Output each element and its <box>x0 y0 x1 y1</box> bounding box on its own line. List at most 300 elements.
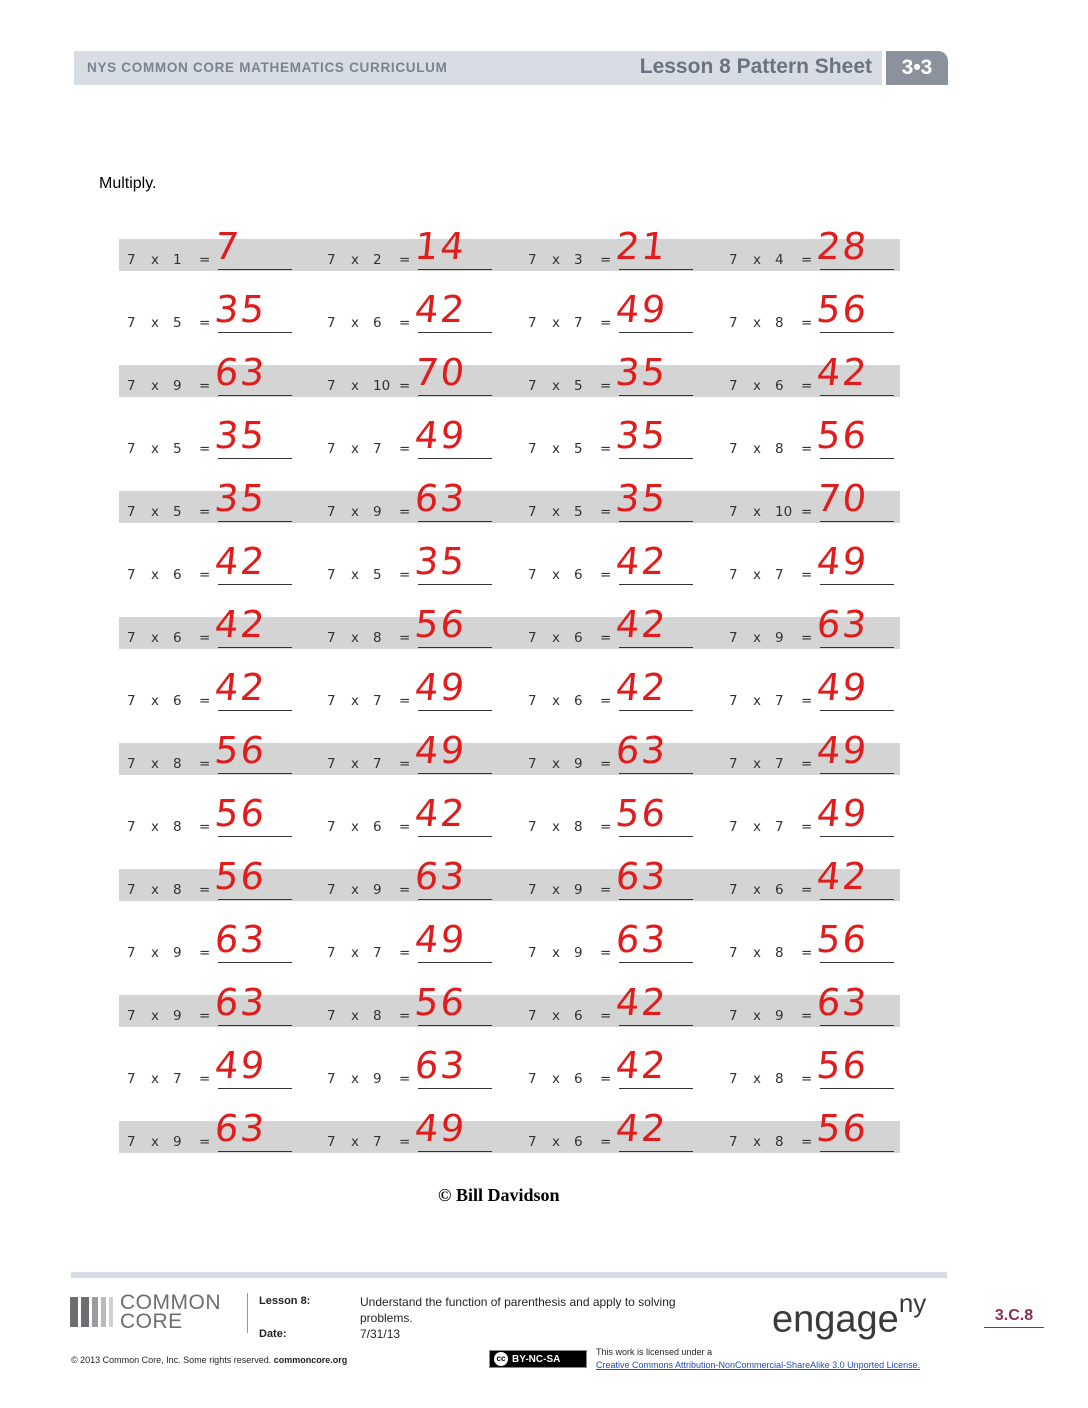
times-sign: x <box>351 252 359 268</box>
factor-a: 7 <box>127 756 136 772</box>
answer-blank[interactable] <box>820 710 894 711</box>
times-sign: x <box>552 441 560 457</box>
handwritten-answer: 56 <box>412 981 469 1024</box>
factor-a: 7 <box>127 819 136 835</box>
times-sign: x <box>151 882 159 898</box>
answer-blank[interactable] <box>218 1025 292 1026</box>
factor-b: 5 <box>173 504 182 520</box>
times-sign: x <box>351 315 359 331</box>
answer-blank[interactable] <box>218 710 292 711</box>
answer-blank[interactable] <box>218 899 292 900</box>
factor-a: 7 <box>327 630 336 646</box>
handwritten-answer: 42 <box>613 1044 670 1087</box>
handwritten-answer: 42 <box>212 666 269 709</box>
answer-blank[interactable] <box>418 962 492 963</box>
factor-a: 7 <box>327 756 336 772</box>
times-sign: x <box>151 378 159 394</box>
answer-blank[interactable] <box>218 269 292 270</box>
answer-blank[interactable] <box>820 332 894 333</box>
answer-blank[interactable] <box>418 458 492 459</box>
factor-a: 7 <box>729 693 738 709</box>
times-sign: x <box>753 945 761 961</box>
times-sign: x <box>151 252 159 268</box>
factor-a: 7 <box>127 504 136 520</box>
answer-blank[interactable] <box>218 647 292 648</box>
answer-blank[interactable] <box>619 962 693 963</box>
answer-blank[interactable] <box>820 1151 894 1152</box>
times-sign: x <box>753 756 761 772</box>
times-sign: x <box>351 819 359 835</box>
times-sign: x <box>552 630 560 646</box>
factor-b: 9 <box>373 1071 382 1087</box>
answer-blank[interactable] <box>218 332 292 333</box>
handwritten-answer: 35 <box>212 477 269 520</box>
handwritten-answer: 49 <box>412 414 469 457</box>
handwritten-answer: 42 <box>613 540 670 583</box>
handwritten-answer: 14 <box>412 225 469 268</box>
times-sign: x <box>151 567 159 583</box>
factor-b: 1 <box>173 252 182 268</box>
handwritten-answer: 63 <box>412 1044 469 1087</box>
answer-blank[interactable] <box>619 458 693 459</box>
times-sign: x <box>753 882 761 898</box>
answer-blank[interactable] <box>418 1025 492 1026</box>
answer-blank[interactable] <box>619 1025 693 1026</box>
license-line: This work is licensed under a <box>596 1347 713 1357</box>
lesson-label: Lesson 8: <box>259 1295 311 1307</box>
times-sign: x <box>351 1071 359 1087</box>
handwritten-answer: 42 <box>814 855 871 898</box>
factor-b: 6 <box>775 378 784 394</box>
equals-sign: = <box>801 1008 813 1024</box>
equals-sign: = <box>199 315 211 331</box>
factor-a: 7 <box>327 1008 336 1024</box>
factor-b: 8 <box>775 1134 784 1150</box>
handwritten-answer: 35 <box>613 414 670 457</box>
handwritten-answer: 70 <box>412 351 469 394</box>
answer-blank[interactable] <box>619 332 693 333</box>
answer-blank[interactable] <box>218 962 292 963</box>
equals-sign: = <box>801 756 813 772</box>
handwritten-answer: 49 <box>412 729 469 772</box>
factor-a: 7 <box>127 252 136 268</box>
answer-blank[interactable] <box>820 1025 894 1026</box>
license-notice <box>596 1346 920 1372</box>
answer-blank[interactable] <box>418 584 492 585</box>
factor-b: 4 <box>775 252 784 268</box>
factor-b: 3 <box>574 252 583 268</box>
equals-sign: = <box>801 504 813 520</box>
factor-a: 7 <box>327 378 336 394</box>
handwritten-answer: 56 <box>613 792 670 835</box>
times-sign: x <box>151 756 159 772</box>
equals-sign: = <box>600 1008 612 1024</box>
times-sign: x <box>552 882 560 898</box>
equals-sign: = <box>399 630 411 646</box>
answer-blank[interactable] <box>418 1151 492 1152</box>
times-sign: x <box>552 315 560 331</box>
times-sign: x <box>753 567 761 583</box>
factor-a: 7 <box>729 252 738 268</box>
handwritten-answer: 49 <box>412 918 469 961</box>
times-sign: x <box>753 315 761 331</box>
answer-blank[interactable] <box>820 962 894 963</box>
handwritten-answer: 49 <box>412 1107 469 1150</box>
answer-blank[interactable] <box>820 836 894 837</box>
equals-sign: = <box>199 693 211 709</box>
factor-b: 7 <box>775 567 784 583</box>
factor-b: 7 <box>373 441 382 457</box>
factor-b: 10 <box>373 378 391 394</box>
factor-b: 6 <box>574 1071 583 1087</box>
times-sign: x <box>552 504 560 520</box>
factor-a: 7 <box>729 504 738 520</box>
factor-a: 7 <box>327 693 336 709</box>
common-core-logo-icon <box>70 1295 116 1329</box>
answer-blank[interactable] <box>820 584 894 585</box>
handwritten-answer: 35 <box>412 540 469 583</box>
factor-b: 7 <box>373 1134 382 1150</box>
factor-a: 7 <box>528 819 537 835</box>
handwritten-answer: 56 <box>814 1107 871 1150</box>
factor-b: 5 <box>574 378 583 394</box>
equals-sign: = <box>399 1008 411 1024</box>
answer-blank[interactable] <box>218 1151 292 1152</box>
answer-blank[interactable] <box>418 269 492 270</box>
answer-blank[interactable] <box>619 899 693 900</box>
equals-sign: = <box>600 1134 612 1150</box>
answer-blank[interactable] <box>619 584 693 585</box>
factor-a: 7 <box>729 1071 738 1087</box>
times-sign: x <box>351 693 359 709</box>
equals-sign: = <box>399 252 411 268</box>
times-sign: x <box>351 567 359 583</box>
equals-sign: = <box>399 441 411 457</box>
equals-sign: = <box>801 441 813 457</box>
equals-sign: = <box>199 567 211 583</box>
factor-b: 6 <box>373 819 382 835</box>
copyright-link[interactable]: commoncore.org <box>273 1355 348 1365</box>
equals-sign: = <box>399 378 411 394</box>
times-sign: x <box>552 756 560 772</box>
factor-a: 7 <box>729 567 738 583</box>
factor-a: 7 <box>327 567 336 583</box>
factor-b: 9 <box>775 1008 784 1024</box>
equals-sign: = <box>600 1071 612 1087</box>
factor-b: 7 <box>775 693 784 709</box>
factor-a: 7 <box>528 252 537 268</box>
times-sign: x <box>351 882 359 898</box>
factor-a: 7 <box>327 1134 336 1150</box>
handwritten-answer: 56 <box>814 414 871 457</box>
answer-blank[interactable] <box>820 1088 894 1089</box>
equals-sign: = <box>801 882 813 898</box>
page-code: 3.C.8 <box>984 1307 1044 1328</box>
equals-sign: = <box>600 945 612 961</box>
factor-b: 7 <box>373 756 382 772</box>
answer-blank[interactable] <box>820 647 894 648</box>
equals-sign: = <box>199 882 211 898</box>
handwritten-answer: 35 <box>613 351 670 394</box>
factor-b: 8 <box>775 441 784 457</box>
times-sign: x <box>151 1071 159 1087</box>
answer-blank[interactable] <box>218 1088 292 1089</box>
handwritten-answer: 63 <box>212 981 269 1024</box>
logo-line-2: CORE <box>120 1310 183 1333</box>
equals-sign: = <box>199 441 211 457</box>
engageny-logo <box>772 1288 927 1342</box>
handwritten-answer: 56 <box>212 729 269 772</box>
handwritten-answer: 49 <box>412 666 469 709</box>
factor-b: 8 <box>173 819 182 835</box>
factor-a: 7 <box>127 693 136 709</box>
common-core-wordmark <box>120 1293 221 1331</box>
equals-sign: = <box>399 945 411 961</box>
times-sign: x <box>552 945 560 961</box>
times-sign: x <box>753 252 761 268</box>
handwritten-answer: 63 <box>412 477 469 520</box>
factor-b: 6 <box>373 315 382 331</box>
factor-b: 7 <box>373 945 382 961</box>
answer-blank[interactable] <box>619 1151 693 1152</box>
handwritten-answer: 49 <box>212 1044 269 1087</box>
times-sign: x <box>753 1008 761 1024</box>
factor-a: 7 <box>127 567 136 583</box>
answer-blank[interactable] <box>820 899 894 900</box>
answer-blank[interactable] <box>820 395 894 396</box>
handwritten-answer: 42 <box>412 792 469 835</box>
license-link[interactable]: Creative Commons Attribution-NonCommercial-ShareAlike 3.0 Unported License. <box>596 1360 921 1370</box>
page-header <box>74 51 882 85</box>
equals-sign: = <box>399 819 411 835</box>
factor-a: 7 <box>327 819 336 835</box>
grade-module-badge: 3•3 <box>886 51 948 85</box>
factor-b: 6 <box>574 693 583 709</box>
equals-sign: = <box>199 504 211 520</box>
times-sign: x <box>753 441 761 457</box>
times-sign: x <box>753 378 761 394</box>
factor-a: 7 <box>729 630 738 646</box>
factor-b: 6 <box>574 1008 583 1024</box>
factor-a: 7 <box>127 1071 136 1087</box>
factor-a: 7 <box>127 1134 136 1150</box>
factor-b: 6 <box>775 882 784 898</box>
times-sign: x <box>151 504 159 520</box>
factor-a: 7 <box>729 945 738 961</box>
equals-sign: = <box>600 630 612 646</box>
handwritten-answer: 42 <box>613 981 670 1024</box>
times-sign: x <box>351 630 359 646</box>
handwritten-answer: 63 <box>814 981 871 1024</box>
factor-a: 7 <box>528 441 537 457</box>
equals-sign: = <box>199 945 211 961</box>
answer-blank[interactable] <box>218 836 292 837</box>
equals-sign: = <box>801 1071 813 1087</box>
times-sign: x <box>552 1008 560 1024</box>
times-sign: x <box>753 630 761 646</box>
answer-blank[interactable] <box>418 521 492 522</box>
factor-b: 6 <box>173 630 182 646</box>
factor-a: 7 <box>327 882 336 898</box>
equals-sign: = <box>600 252 612 268</box>
instruction-text: Multiply. <box>99 175 157 192</box>
handwritten-answer: 56 <box>212 792 269 835</box>
times-sign: x <box>552 819 560 835</box>
answer-blank[interactable] <box>418 710 492 711</box>
equals-sign: = <box>399 693 411 709</box>
lesson-title: Lesson 8 Pattern Sheet <box>639 55 872 78</box>
factor-b: 9 <box>775 630 784 646</box>
problem-cell <box>721 1107 921 1184</box>
factor-a: 7 <box>729 756 738 772</box>
factor-a: 7 <box>327 945 336 961</box>
lesson-objective: Understand the function of parenthesis and apply to solving problems. <box>360 1295 676 1325</box>
factor-a: 7 <box>327 315 336 331</box>
equals-sign: = <box>801 945 813 961</box>
times-sign: x <box>351 945 359 961</box>
answer-blank[interactable] <box>418 332 492 333</box>
factor-b: 8 <box>775 1071 784 1087</box>
times-sign: x <box>351 441 359 457</box>
factor-b: 10 <box>775 504 793 520</box>
factor-b: 7 <box>775 756 784 772</box>
equals-sign: = <box>399 882 411 898</box>
answer-blank[interactable] <box>619 269 693 270</box>
factor-a: 7 <box>729 441 738 457</box>
answer-blank[interactable] <box>418 395 492 396</box>
answer-blank[interactable] <box>218 584 292 585</box>
problem-cell <box>319 1107 519 1184</box>
handwritten-answer: 42 <box>412 288 469 331</box>
answer-blank[interactable] <box>619 710 693 711</box>
times-sign: x <box>351 1008 359 1024</box>
factor-b: 8 <box>775 945 784 961</box>
factor-a: 7 <box>729 315 738 331</box>
answer-blank[interactable] <box>218 773 292 774</box>
answer-blank[interactable] <box>418 836 492 837</box>
equals-sign: = <box>600 882 612 898</box>
equals-sign: = <box>199 1134 211 1150</box>
equals-sign: = <box>199 1008 211 1024</box>
handwritten-answer: 49 <box>613 288 670 331</box>
equals-sign: = <box>199 819 211 835</box>
factor-b: 7 <box>775 819 784 835</box>
handwritten-answer: 49 <box>814 666 871 709</box>
answer-blank[interactable] <box>418 1088 492 1089</box>
factor-b: 7 <box>373 693 382 709</box>
factor-b: 9 <box>373 504 382 520</box>
factor-a: 7 <box>327 252 336 268</box>
handwritten-answer: 7 <box>212 225 243 268</box>
factor-b: 5 <box>574 441 583 457</box>
handwritten-answer: 42 <box>212 540 269 583</box>
handwritten-answer: 63 <box>613 918 670 961</box>
factor-b: 8 <box>373 1008 382 1024</box>
handwritten-answer: 35 <box>613 477 670 520</box>
answer-blank[interactable] <box>619 1088 693 1089</box>
times-sign: x <box>753 504 761 520</box>
factor-a: 7 <box>327 504 336 520</box>
factor-b: 6 <box>574 630 583 646</box>
cc-icon: cc <box>494 1352 508 1366</box>
equals-sign: = <box>399 1134 411 1150</box>
answer-blank[interactable] <box>218 395 292 396</box>
factor-b: 8 <box>173 882 182 898</box>
handwritten-answer: 42 <box>613 603 670 646</box>
handwritten-answer: 42 <box>613 666 670 709</box>
answer-blank[interactable] <box>218 458 292 459</box>
factor-a: 7 <box>729 819 738 835</box>
equals-sign: = <box>399 756 411 772</box>
date-label: Date: <box>259 1328 287 1340</box>
answer-blank[interactable] <box>820 773 894 774</box>
times-sign: x <box>151 315 159 331</box>
factor-b: 9 <box>173 378 182 394</box>
equals-sign: = <box>600 504 612 520</box>
factor-a: 7 <box>528 945 537 961</box>
answer-blank[interactable] <box>619 836 693 837</box>
handwritten-answer: 63 <box>212 918 269 961</box>
times-sign: x <box>351 378 359 394</box>
times-sign: x <box>552 252 560 268</box>
factor-b: 9 <box>373 882 382 898</box>
handwritten-answer: 35 <box>212 288 269 331</box>
equals-sign: = <box>801 252 813 268</box>
times-sign: x <box>552 693 560 709</box>
equals-sign: = <box>600 378 612 394</box>
factor-a: 7 <box>528 567 537 583</box>
factor-a: 7 <box>327 1071 336 1087</box>
handwritten-answer: 21 <box>613 225 670 268</box>
footer-rule <box>71 1272 947 1278</box>
equals-sign: = <box>399 504 411 520</box>
answer-blank[interactable] <box>418 773 492 774</box>
answer-blank[interactable] <box>418 899 492 900</box>
equals-sign: = <box>801 630 813 646</box>
answer-blank[interactable] <box>820 269 894 270</box>
factor-b: 2 <box>373 252 382 268</box>
factor-a: 7 <box>127 1008 136 1024</box>
factor-a: 7 <box>127 441 136 457</box>
cc-license-badge[interactable] <box>489 1350 587 1368</box>
equals-sign: = <box>801 567 813 583</box>
answer-blank[interactable] <box>619 395 693 396</box>
handwritten-answer: 42 <box>613 1107 670 1150</box>
equals-sign: = <box>199 252 211 268</box>
answer-blank[interactable] <box>820 521 894 522</box>
handwritten-answer: 70 <box>814 477 871 520</box>
times-sign: x <box>552 567 560 583</box>
answer-blank[interactable] <box>619 521 693 522</box>
factor-b: 9 <box>574 945 583 961</box>
answer-blank[interactable] <box>619 773 693 774</box>
answer-blank[interactable] <box>619 647 693 648</box>
factor-b: 6 <box>173 567 182 583</box>
times-sign: x <box>151 819 159 835</box>
answer-blank[interactable] <box>218 521 292 522</box>
equals-sign: = <box>199 1071 211 1087</box>
factor-b: 9 <box>574 882 583 898</box>
times-sign: x <box>151 1008 159 1024</box>
answer-blank[interactable] <box>418 647 492 648</box>
equals-sign: = <box>600 441 612 457</box>
times-sign: x <box>151 693 159 709</box>
answer-blank[interactable] <box>820 458 894 459</box>
factor-b: 9 <box>173 1134 182 1150</box>
equals-sign: = <box>199 756 211 772</box>
handwritten-answer: 56 <box>212 855 269 898</box>
factor-b: 9 <box>574 756 583 772</box>
